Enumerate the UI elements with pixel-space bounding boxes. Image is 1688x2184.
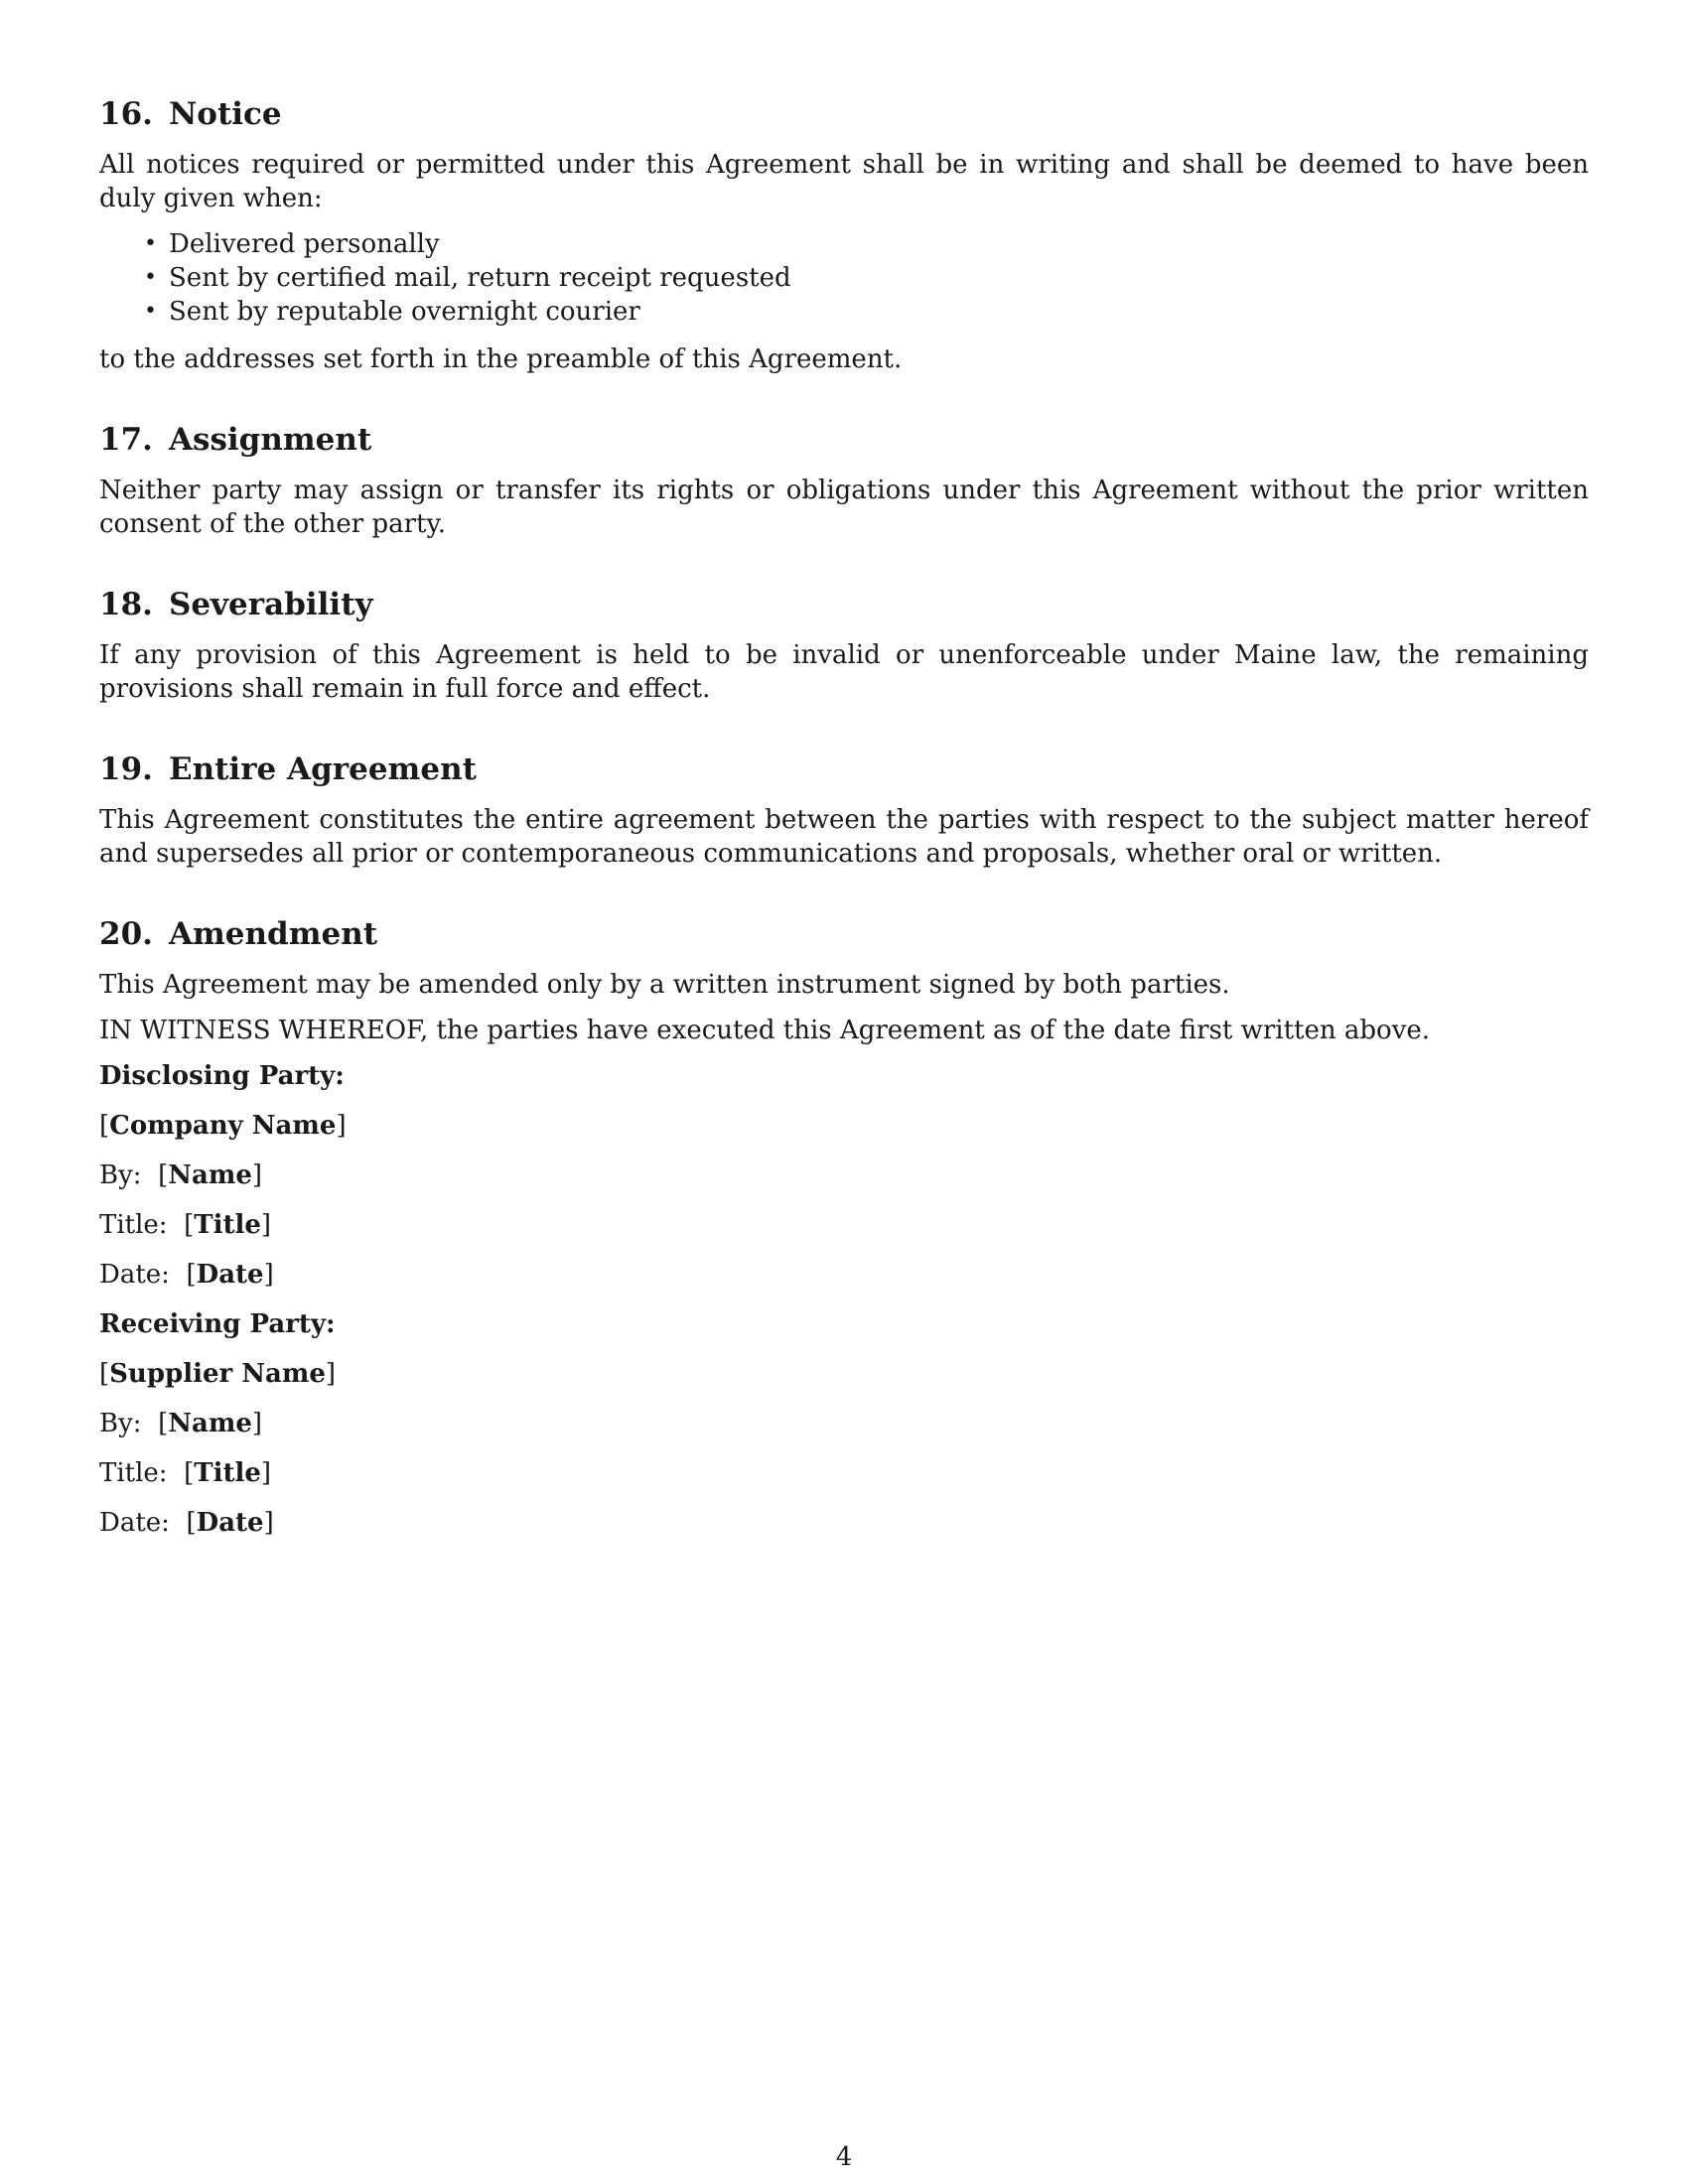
section-notice: [99, 94, 1589, 376]
section-title: Notice: [168, 96, 282, 132]
section-paragraph: If any provision of this Agreement is held to be invalid or unenforceable under Maine law, the remaining provisions shall remain in full force and effect.: [99, 640, 1589, 704]
signature-date-line: Date: [Date]: [99, 1260, 274, 1290]
section-number: 17.: [99, 422, 153, 458]
section-number: 18.: [99, 587, 153, 622]
section-amendment: [99, 914, 1589, 1047]
section-entire-agreement: [99, 750, 1589, 871]
section-paragraph: This Agreement constitutes the entire agreement between the parties with respect to the subject matter hereof and supersedes all prior or contemporaneous communications and proposals, whether oral or written.: [99, 805, 1589, 869]
company-name-placeholder: Supplier Name: [109, 1359, 326, 1389]
section-assignment: [99, 420, 1589, 541]
section-title: Assignment: [168, 422, 372, 458]
section-title: Severability: [168, 587, 373, 622]
document-page: [99, 94, 1589, 1556]
date-placeholder: Date: [196, 1260, 264, 1290]
signature-block-receiving: [99, 1307, 1589, 1540]
section-heading: [99, 420, 1589, 460]
signature-party-heading: Disclosing Party:: [99, 1061, 345, 1091]
section-paragraph: All notices required or permitted under this Agreement shall be in writing and shall be deemed to have been duly given when:: [99, 150, 1589, 213]
witness-clause: IN WITNESS WHEREOF, the parties have executed this Agreement as of the date first written above.: [99, 1016, 1431, 1045]
signature-title-line: Title: [Title]: [99, 1458, 272, 1488]
signature-by-line: By: [Name]: [99, 1160, 263, 1190]
date-label: Date:: [99, 1508, 170, 1538]
section-title: Entire Agreement: [168, 751, 477, 787]
list-item: [144, 227, 1589, 261]
by-label: By:: [99, 1160, 142, 1190]
title-label: Title:: [99, 1458, 168, 1488]
section-title: Amendment: [168, 916, 378, 952]
title-label: Title:: [99, 1210, 168, 1240]
list-item: [144, 261, 1589, 295]
section-heading: [99, 94, 1589, 134]
section-heading: [99, 585, 1589, 624]
bullet-icon: •: [144, 265, 157, 290]
list-item: [144, 295, 1589, 329]
section-paragraph: Neither party may assign or transfer its rights or obligations under this Agreement without the prior written consent of the other party.: [99, 476, 1589, 539]
name-placeholder: Name: [168, 1160, 252, 1190]
signature-block-disclosing: [99, 1059, 1589, 1292]
page-number: 4: [835, 2142, 853, 2172]
section-number: 19.: [99, 751, 153, 787]
signature-company: [Company Name]: [99, 1111, 347, 1141]
bullet-icon: •: [144, 231, 157, 256]
date-placeholder: Date: [196, 1508, 264, 1538]
signature-date-line: Date: [Date]: [99, 1508, 274, 1538]
date-label: Date:: [99, 1260, 170, 1290]
signature-title-line: Title: [Title]: [99, 1210, 272, 1240]
by-label: By:: [99, 1409, 142, 1438]
company-name-placeholder: Company Name: [109, 1111, 337, 1141]
signature-company: [Supplier Name]: [99, 1359, 337, 1389]
section-severability: [99, 585, 1589, 706]
section-number: 20.: [99, 916, 153, 952]
signature-by-line: By: [Name]: [99, 1409, 263, 1438]
title-placeholder: Title: [194, 1210, 261, 1240]
list-item-text: Sent by certified mail, return receipt requested: [169, 263, 791, 293]
section-heading: [99, 750, 1589, 789]
list-item-text: Sent by reputable overnight courier: [169, 297, 640, 327]
bullet-icon: •: [144, 299, 157, 324]
name-placeholder: Name: [168, 1409, 252, 1438]
section-heading: [99, 914, 1589, 954]
section-paragraph: This Agreement may be amended only by a written instrument signed by both parties.: [99, 970, 1230, 1000]
section-number: 16.: [99, 96, 153, 132]
title-placeholder: Title: [194, 1458, 261, 1488]
bullet-list: [99, 227, 1589, 329]
section-paragraph: to the addresses set forth in the preamble of this Agreement.: [99, 344, 903, 374]
list-item-text: Delivered personally: [169, 229, 440, 259]
signature-party-heading: Receiving Party:: [99, 1309, 336, 1339]
